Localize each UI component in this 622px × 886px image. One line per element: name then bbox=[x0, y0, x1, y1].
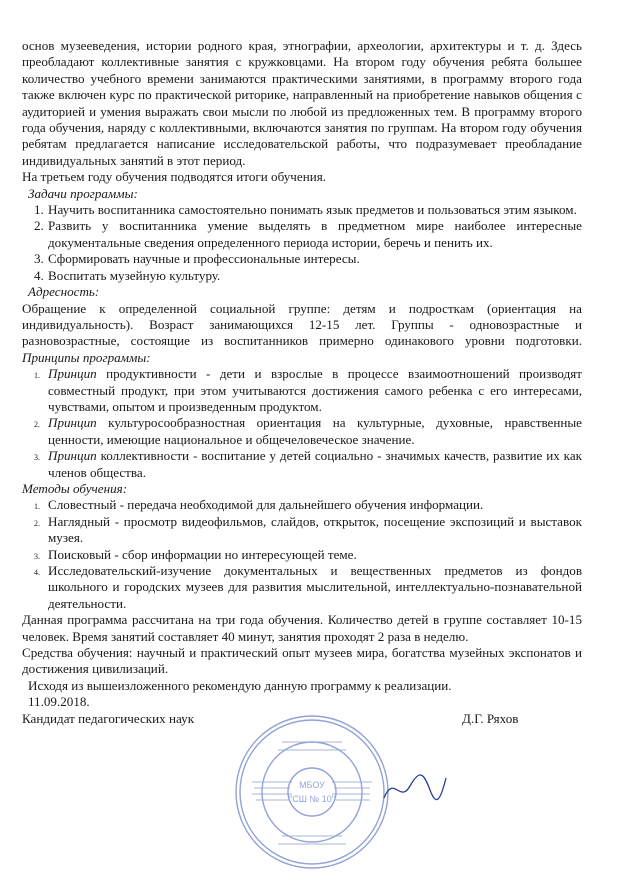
list-item: 2. Наглядный - просмотр видеофильмов, слайдов, открыток, посещение экспозиций и выставок музея. bbox=[34, 513, 582, 546]
list-item: 4. Исследовательский-изучение документальных и вещественных предметов из фондов школьного и городских музеев для развития мыслительной, интеллектуально-познавательной деятельности. bbox=[34, 563, 582, 611]
principles-label: Принципы программы: bbox=[22, 349, 151, 365]
tasks-heading: Задачи программы: bbox=[28, 185, 138, 201]
signer-title: Кандидат педагогических наук bbox=[22, 710, 195, 726]
signer-name: Д.Г. Ряхов bbox=[462, 710, 519, 726]
paragraph-recommendation: Исходя из вышеизложенного рекомендую данную программу к реализации. bbox=[28, 677, 452, 693]
address-text: Обращение к определенной социальной группе: детям и подросткам (ориентация на индивидуальность). Возраст занимающихся 12-15 лет. Группы - одновозрастные и разновозрастные, состоящие из воспитанников примерно одинакового уровни подготовки. Принципы программы: bbox=[22, 300, 582, 365]
address-heading: Адресность: bbox=[28, 284, 100, 300]
stamp-center-line1: МБОУ bbox=[299, 780, 325, 790]
methods-heading: Методы обучения: bbox=[22, 480, 128, 496]
list-item: 2. Развить у воспитанника умение выделять в предметном мире наиболее интересные документальные сведения определенного периода истории, беречь и пенить их. bbox=[34, 218, 582, 250]
methods-list bbox=[22, 497, 582, 612]
paragraph-duration: Данная программа рассчитана на три года обучения. Количество детей в группе составляет 10-15 человек. Время занятий составляет 40 минут, занятия проходят 2 раза в неделю. bbox=[22, 612, 582, 644]
list-item: 1. Принцип продуктивности - дети и взрослые в процессе взаимоотношений производят совместный продукт, при этом учитываются достижения самого ребенка с его интересами, чувствами, опытом и произведенным продуктом. bbox=[34, 366, 582, 414]
principles-list bbox=[22, 366, 582, 481]
tasks-list bbox=[22, 202, 582, 284]
handwritten-signature-icon bbox=[380, 768, 450, 808]
document-date: 11.09.2018. bbox=[28, 694, 90, 710]
list-item: 1. Научить воспитанника самостоятельно понимать язык предметов и пользоваться этим языком. bbox=[34, 202, 577, 218]
list-item: 3. Принцип коллективности - воспитание у детей социально - значимых качеств, развитие их как членов общества. bbox=[34, 448, 582, 480]
official-stamp-icon bbox=[232, 712, 392, 872]
paragraph-means: Средства обучения: научный и практический опыт музеев мира, богатства музейных экспонатов и достижения цивилизаций. bbox=[22, 645, 582, 677]
list-item: 2. Принцип культуросообразностная ориентация на культурные, духовные, нравственные ценности, имеющие национальное и общечеловеческое значение. bbox=[34, 415, 582, 447]
list-item: 4. Воспитать музейную культуру. bbox=[34, 267, 221, 283]
paragraph-third-year: На третьем году обучения подводятся итоги обучения. bbox=[22, 169, 327, 185]
list-item: 1. Словестный - передача необходимой для дальнейшего обучения информации. bbox=[34, 497, 484, 513]
paragraph-intro: основ музееведения, истории родного края, этнографии, археологии, архитектуры и т. д. Здесь преобладают коллективные занятия с кружковцами. На втором году обучения ребята большее количество учебного времени занимаются практическими занятиями, в программу второго года также включен курс по практической риторике, направленный на приобретение навыков общения с аудиторией и умения выражать свои мысли по любой из предложенных тем. В программу второго года обучения, наряду с коллективными, включаются занятия по группам. На втором году обучения ребятам предлагается написание исследовательской работы, что подразумевает преобладание индивидуальных занятий в этот период. bbox=[22, 38, 582, 168]
list-item: 3. Сформировать научные и профессиональные интересы. bbox=[34, 251, 360, 267]
list-item: 3. Поисковый - сбор информации но интересующей теме. bbox=[34, 546, 357, 562]
stamp-center-line2: "СШ № 10" bbox=[289, 794, 335, 804]
